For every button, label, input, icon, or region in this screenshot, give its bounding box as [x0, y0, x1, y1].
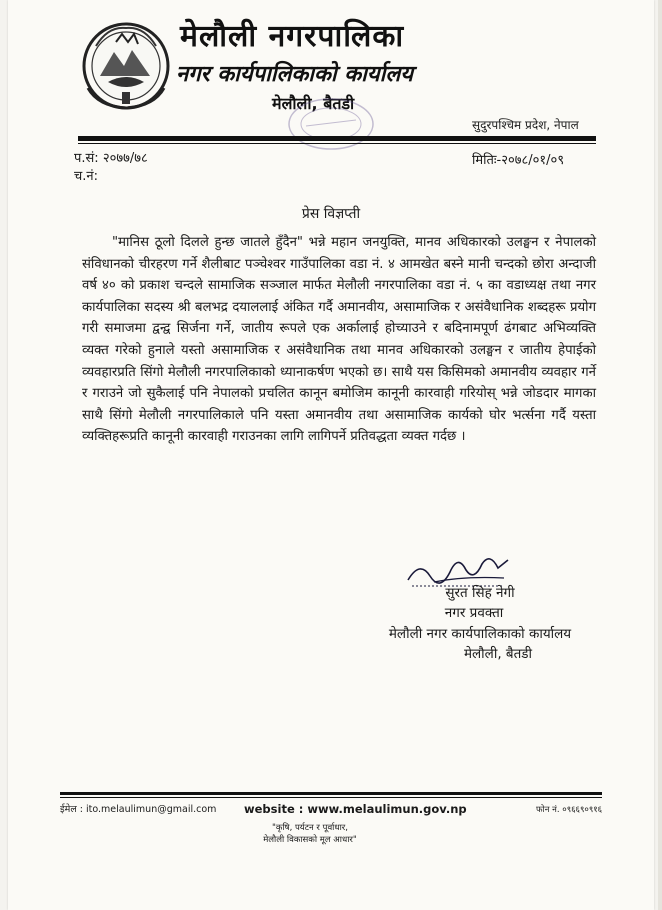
press-release-body: "मानिस ठूलो दिलले हुन्छ जातले हुँदैन" भन्ने महान जनयुक्ति, मानव अधिकारको उलङ्घन र नेपालको संविधानको चीरहरण गर्ने शैलीबाट पञ्चेश्वर गाउँपालिका वडा नं. ४ आमखेत बस्ने मानी चन्दको छोरा अन्दाजी वर्ष ४० को प्रकाश चन्दले सामाजिक सञ्जाल मार्फत मेलौली नगरपालिका वडा नं. ५ का वडाध्यक्ष तथा नगर कार्यपालिका सदस्य श्री बलभद्र दयाललाई अंकित गर्दै अमानवीय, असामाजिक र असंवैधानिक शब्दहरू प्रयोग गरी समाजमा द्वन्द्व सिर्जना गर्ने, जातीय रूपले एक अर्कालाई होच्याउने र बदिनामपूर्ण ढंगबाट अभिव्यक्ति व्यक्त गरेको हुनाले यस्तो असामाजिक र असंवैधानिक तथा मानव अधिकारको उलङ्घन र जातीय हेपाईको व्यवहारप्रति सिंगो मेलौली नगरपालिकाको ध्यानाकर्षण भएको छ। साथै यस किसिमको अमानवीय व्यवहार गर्ने र गराउने जो सुकैलाई पनि नेपालको प्रचलित कानून बमोजिम कानूनी कारवाही गरियोस् भन्ने जोडदार मागका साथै सिंगो मेलौली नगरपालिकाले पनि यस्ता अमानवीय तथा असामाजिक कार्यको घोर भर्त्सना गर्दै यस्ता व्यक्तिहरूप्रति कानूनी कारवाही गराउनका लागि लागिपर्ने प्रतिवद्धता व्यक्त गर्दछ ।: [82, 235, 596, 445]
signer-role: नगर प्रवक्ता: [444, 605, 504, 621]
slogan-line-2: मेलौली विकासको मूल आधार": [263, 835, 357, 845]
signer-place: मेलौली, बैतडी: [463, 646, 533, 662]
signer-office: मेलौली नगर कार्यपालिकाको कार्यालय: [388, 626, 572, 642]
footer-website[interactable]: website : www.melaulimun.gov.np: [244, 802, 467, 816]
footer-email[interactable]: ईमेल : ito.melaulimun@gmail.com: [60, 804, 217, 815]
province-name: सुदुरपश्चिम प्रदेश, नेपाल: [472, 118, 579, 132]
header-rule-thin: [78, 143, 596, 144]
dispatch-number: च.नं:: [74, 169, 98, 184]
press-release-title: प्रेस विज्ञप्ती: [301, 206, 361, 222]
nepal-emblem-logo: [78, 16, 174, 112]
slogan-line-1: "कृषि, पर्यटन र पूर्वाधार,: [272, 823, 348, 833]
municipality-name: मेलौली नगरपालिका: [180, 19, 405, 54]
footer-rule-thin: [60, 797, 602, 798]
office-location: मेलौली, बैतडी: [272, 94, 355, 113]
footer-rule: [60, 792, 602, 795]
signer-name: सुरत सिह नेगी: [445, 585, 515, 601]
reference-number: प.सं: २०७७/७८: [74, 151, 148, 166]
header-rule: [78, 136, 596, 141]
office-name: नगर कार्यपालिकाको कार्यालय: [176, 62, 413, 87]
scan-edge: [658, 0, 662, 910]
footer-slogan: [250, 822, 370, 846]
footer-phone: फोन नं. ०९६६९०९१६: [536, 805, 603, 815]
letter-date: मितिः-२०७८/०१/०९: [472, 153, 565, 168]
